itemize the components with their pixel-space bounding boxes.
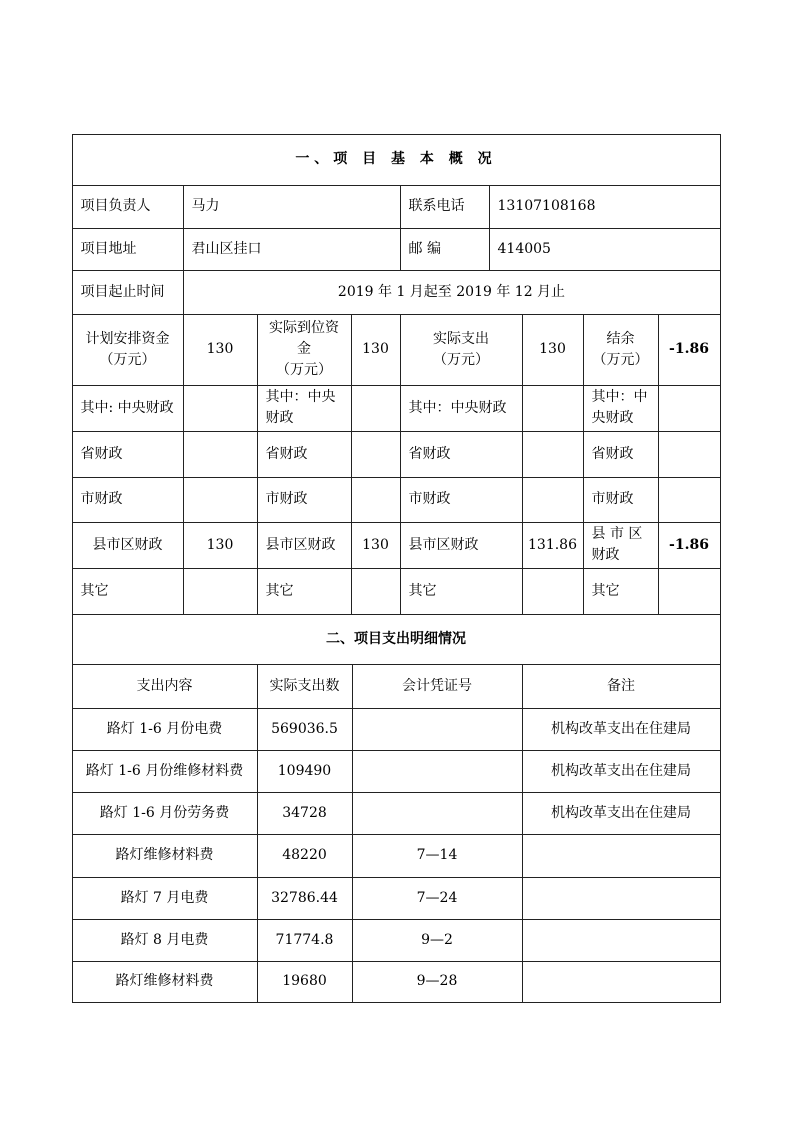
received-source-value: [351, 568, 401, 615]
expense-item: [72, 919, 258, 962]
column-header-text: 支出内容: [136, 677, 193, 694]
remark: [522, 708, 721, 751]
spent-source-value: [522, 568, 584, 615]
planned-funds-value: [183, 314, 258, 386]
spent-source-label: [400, 431, 523, 478]
spent-label-text: 实际支出 （万元）: [433, 330, 489, 368]
expense-amount-text: 48220: [282, 847, 327, 863]
expense-amount-text: 109490: [277, 762, 332, 779]
planned-source-label: [72, 522, 184, 569]
balance-value-text: -1.86: [669, 341, 709, 357]
balance-source-label-text: 县 市 区 财政: [591, 526, 643, 563]
period-label-text: 项目起止时间: [80, 283, 165, 300]
received-source-label-text: 其中：中央 财政: [265, 389, 336, 426]
remark: [522, 834, 721, 878]
leader-value-text: 马力: [191, 198, 220, 214]
voucher-number: [352, 834, 523, 878]
leader-label: [72, 185, 184, 229]
balance-source-label: [583, 522, 659, 569]
expense-item-text: 路灯 1-6 月份劳务费: [99, 804, 230, 821]
received-source-label-text: 市财政: [265, 491, 308, 507]
spent-source-value: [522, 522, 584, 569]
received-funds-value-text: 130: [362, 341, 389, 357]
received-source-label-text: 其它: [265, 582, 294, 599]
section-title-text: 一、项 目 基 本 概 况: [295, 151, 497, 167]
spent-label: [400, 314, 523, 386]
expense-item-text: 路灯维修材料费: [115, 973, 214, 989]
balance-source-label-text: 省财政: [591, 445, 634, 462]
postcode-label: [400, 228, 490, 271]
spent-source-value: [522, 477, 584, 523]
voucher-number: [352, 919, 523, 962]
expense-amount: [257, 708, 353, 751]
balance-label-text: 结余 （万元）: [592, 330, 649, 368]
remark: [522, 961, 721, 1003]
postcode-label-text: 邮 编: [408, 240, 441, 257]
expense-item: [72, 877, 258, 920]
expense-amount-text: 34728: [282, 804, 327, 821]
expense-amount: [257, 834, 353, 878]
expense-amount: [257, 919, 353, 962]
expense-amount: [257, 750, 353, 793]
section-title: [72, 134, 721, 186]
voucher-number-text: 7—24: [416, 889, 458, 906]
leader-value: [183, 185, 401, 229]
received-source-label-text: 省财政: [265, 445, 308, 462]
planned-source-label-text: 县市区财政: [92, 536, 163, 553]
planned-source-label: [72, 385, 184, 432]
address-label-text: 项目地址: [80, 240, 137, 257]
planned-source-value: [183, 522, 258, 569]
expense-amount: [257, 961, 353, 1003]
expense-amount-text: 32786.44: [271, 889, 338, 906]
expense-item-text: 路灯 1-6 月份维修材料费: [85, 762, 244, 779]
remark: [522, 919, 721, 962]
received-source-label: [257, 522, 352, 569]
balance-source-value: [658, 568, 721, 615]
balance-source-label-text: 其中：中 央财政: [591, 389, 648, 426]
balance-source-value: [658, 431, 721, 478]
planned-source-label-text: 市财政: [80, 491, 123, 507]
spent-source-label: [400, 522, 523, 569]
voucher-number-text: 9—2: [421, 931, 453, 948]
expense-amount-text: 569036.5: [271, 720, 338, 737]
planned-source-label: [72, 477, 184, 523]
remark: [522, 750, 721, 793]
address-value: [183, 228, 401, 271]
period-value: [183, 270, 721, 315]
column-header-text: 备注: [607, 677, 635, 694]
phone-value: [489, 185, 721, 229]
column-header: [522, 664, 721, 709]
spent-source-label-text: 其中：中央财政: [408, 399, 507, 416]
remark: [522, 792, 721, 835]
remark-text: 机构改革支出在住建局: [551, 720, 691, 737]
received-source-value: [351, 385, 401, 432]
expense-item: [72, 792, 258, 835]
balance-source-value: [658, 385, 721, 432]
balance-source-label-text: 其它: [591, 582, 620, 599]
planned-source-value-text: 130: [206, 536, 234, 553]
spent-source-label-text: 其它: [408, 582, 437, 599]
received-source-value: [351, 431, 401, 478]
received-source-label: [257, 477, 352, 523]
planned-source-value: [183, 431, 258, 478]
planned-source-label-text: 省财政: [80, 445, 123, 462]
received-source-label-text: 县市区财政: [265, 536, 336, 553]
spent-source-value: [522, 431, 584, 478]
received-source-value: [351, 477, 401, 523]
received-funds-value: [351, 314, 401, 386]
phone-label-text: 联系电话: [408, 198, 465, 214]
balance-source-value: [658, 477, 721, 523]
expense-item-text: 路灯 1-6 月份电费: [106, 720, 223, 737]
column-header-text: 会计凭证号: [402, 677, 472, 694]
expense-item: [72, 708, 258, 751]
received-source-value: [351, 522, 401, 569]
expense-amount-text: 19680: [282, 973, 327, 989]
postcode-value-text: 414005: [497, 240, 551, 257]
planned-funds-value-text: 130: [206, 341, 234, 357]
period-label: [72, 270, 184, 315]
spent-value: [522, 314, 584, 386]
expense-item: [72, 834, 258, 878]
address-value-text: 君山区挂口: [191, 240, 262, 257]
planned-source-label: [72, 431, 184, 478]
planned-source-label: [72, 568, 184, 615]
voucher-number-text: 7—14: [416, 847, 458, 863]
spent-source-label: [400, 385, 523, 432]
voucher-number: [352, 877, 523, 920]
expense-amount-text: 71774.8: [275, 931, 334, 948]
planned-source-value: [183, 568, 258, 615]
balance-source-label: [583, 568, 659, 615]
spent-source-value-text: 131.86: [528, 536, 577, 553]
expense-item-text: 路灯 7 月电费: [120, 889, 209, 906]
remark-text: 机构改革支出在住建局: [551, 804, 691, 821]
balance-source-value-text: -1.86: [669, 536, 709, 553]
spent-value-text: 130: [539, 341, 566, 357]
spent-source-label: [400, 477, 523, 523]
expense-item: [72, 750, 258, 793]
phone-value-text: 13107108168: [497, 198, 596, 214]
planned-source-value: [183, 477, 258, 523]
voucher-number: [352, 961, 523, 1003]
received-funds-label-text: 实际到位资 金 （万元）: [269, 320, 339, 378]
section-title-text: 二、项目支出明细情况: [326, 630, 466, 647]
voucher-number: [352, 750, 523, 793]
postcode-value: [489, 228, 721, 271]
expense-item: [72, 961, 258, 1003]
voucher-number: [352, 708, 523, 751]
voucher-number: [352, 792, 523, 835]
planned-source-label-text: 其它: [80, 582, 109, 599]
balance-source-value: [658, 522, 721, 569]
planned-source-label-text: 其中: 中央财政: [80, 399, 174, 416]
expense-amount: [257, 792, 353, 835]
balance-source-label: [583, 385, 659, 432]
spent-source-label-text: 市财政: [408, 491, 451, 507]
spent-source-label-text: 省财政: [408, 445, 451, 462]
expense-item-text: 路灯 8 月电费: [120, 931, 209, 948]
balance-source-label-text: 市财政: [591, 491, 634, 507]
section-title: [72, 614, 721, 665]
column-header-text: 实际支出数: [269, 677, 340, 694]
column-header: [352, 664, 523, 709]
balance-value: [658, 314, 721, 386]
expense-item-text: 路灯维修材料费: [115, 847, 214, 863]
address-label: [72, 228, 184, 271]
column-header: [257, 664, 353, 709]
balance-source-label: [583, 431, 659, 478]
column-header: [72, 664, 258, 709]
spent-source-value: [522, 385, 584, 432]
spent-source-label: [400, 568, 523, 615]
period-value-text: 2019 年 1 月起至 2019 年 12 月止: [337, 283, 566, 300]
balance-label: [583, 314, 659, 386]
voucher-number-text: 9—28: [416, 973, 458, 989]
received-source-value-text: 130: [362, 536, 389, 553]
received-funds-label: [257, 314, 352, 386]
leader-label-text: 项目负责人: [80, 198, 151, 214]
received-source-label: [257, 431, 352, 478]
remark-text: 机构改革支出在住建局: [551, 762, 691, 779]
received-source-label: [257, 385, 352, 432]
spent-source-label-text: 县市区财政: [408, 536, 479, 553]
balance-source-label: [583, 477, 659, 523]
planned-funds-label-text: 计划安排资金 （万元）: [85, 330, 170, 368]
remark: [522, 877, 721, 920]
expense-amount: [257, 877, 353, 920]
phone-label: [400, 185, 490, 229]
received-source-label: [257, 568, 352, 615]
planned-funds-label: [72, 314, 184, 386]
planned-source-value: [183, 385, 258, 432]
